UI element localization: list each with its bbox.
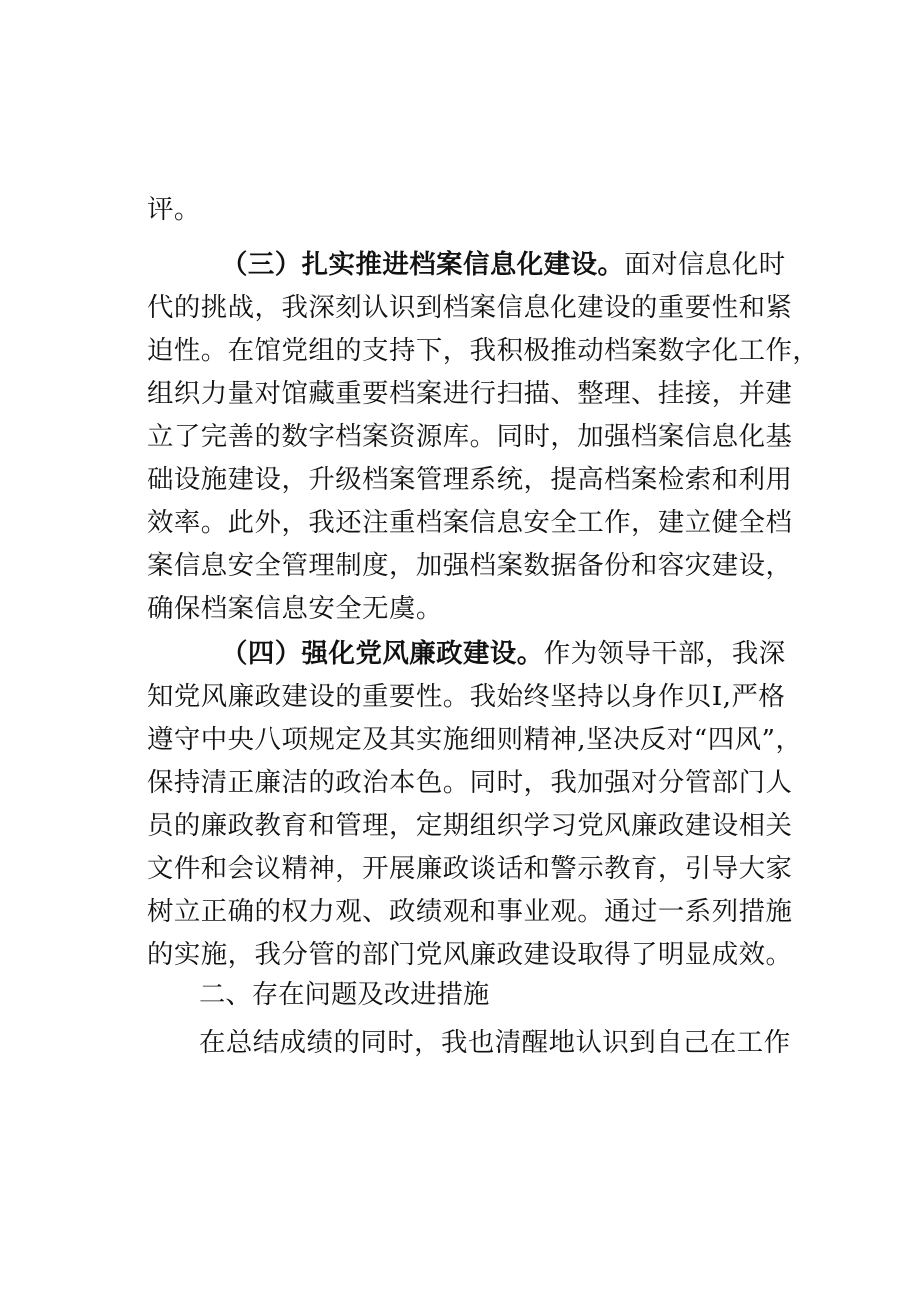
text-line <box>147 806 793 846</box>
text-line <box>147 331 820 371</box>
line-text: 确保档案信息安全无虞。 <box>147 593 443 624</box>
line-text: 组织力量对馆藏重要档案进行扫描、整理、挂接，并建 <box>147 378 793 409</box>
text-line <box>147 374 793 414</box>
line-text: 面对信息化时 <box>624 249 786 280</box>
text-line-1 <box>147 190 777 230</box>
line-text: 代的挑战，我深刻认识到档案信息化建设的重要性和紧 <box>147 292 793 323</box>
text-line <box>147 417 793 457</box>
line-text: 础设施建设，升级档案管理系统，提高档案检索和利用 <box>147 464 793 495</box>
line-text: 效率。此外，我还注重档案信息安全工作，建立健全档 <box>147 507 793 538</box>
text-line <box>147 763 793 803</box>
line-text: 知党风廉政建设的重要性。我始终坚持以身作贝I,严格 <box>147 681 786 712</box>
line-text: 立了完善的数字档案资源库。同时，加强档案信息化基 <box>147 421 793 452</box>
paragraph-3-first-line <box>221 245 786 285</box>
line-text: 文件和会议精神，开展廉政谈话和警示教育，引导大家 <box>147 853 793 884</box>
text-line <box>147 720 803 760</box>
text-line <box>147 288 793 328</box>
line-text: 遵守中央八项规定及其实施细则精神,坚决反对“四风”， <box>147 724 803 755</box>
line-text: 评。 <box>147 194 201 225</box>
text-line <box>147 677 786 717</box>
line-text: 树立正确的权力观、政绩观和事业观。通过一系列措施 <box>147 896 793 927</box>
line-text: 员的廉政教育和管理，定期组织学习党风廉政建设相关 <box>147 810 793 841</box>
line-text: 案信息安全管理制度，加强档案数据备份和容灾建设， <box>147 550 793 581</box>
text-line <box>147 589 777 629</box>
paragraph-4-first-line <box>221 634 786 674</box>
section-heading-2 <box>199 975 489 1015</box>
text-line <box>147 849 793 889</box>
text-line <box>147 546 793 586</box>
subheading-3: （三）扎实推进档案信息化建设。 <box>221 249 625 280</box>
text-line <box>147 892 793 932</box>
section-heading-text: 二、存在问题及改进措施 <box>199 979 490 1010</box>
text-line <box>147 460 793 500</box>
subheading-4: （四）强化党风廉政建设。 <box>221 638 544 669</box>
text-line <box>147 935 793 975</box>
line-text: 在总结成绩的同时，我也清醒地认识到自己在工作 <box>199 1027 791 1058</box>
line-text: 的实施，我分管的部门党风廉政建设取得了明显成效。 <box>147 939 793 970</box>
text-line <box>199 1023 791 1063</box>
line-text: 作为领导干部，我深 <box>543 638 786 669</box>
line-text: 迫性。在馆党组的支持下，我积极推动档案数字化工作， <box>147 335 820 366</box>
text-line <box>147 503 793 543</box>
line-text: 保持清正廉洁的政治本色。同时，我加强对分管部门人 <box>147 767 793 798</box>
